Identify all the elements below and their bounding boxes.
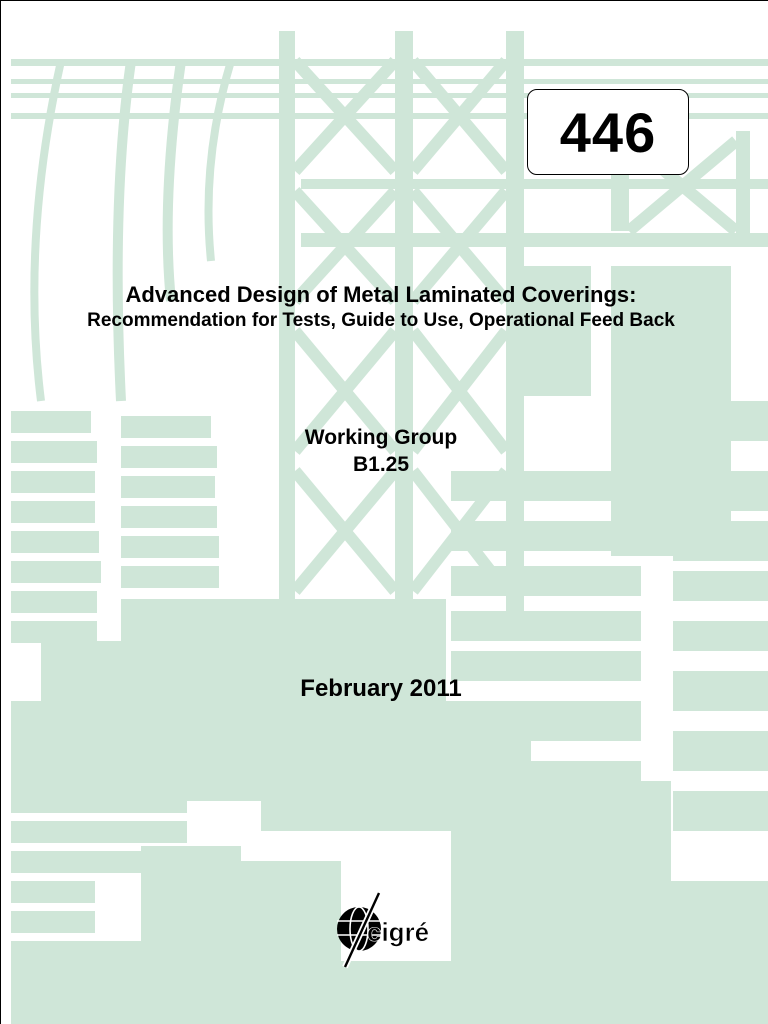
publication-number-box xyxy=(527,89,689,175)
working-group-id: B1.25 xyxy=(352,453,410,476)
document-subtitle: Recommendation for Tests, Guide to Use, Operational Feed Back xyxy=(87,310,675,331)
publication-number: 446 xyxy=(559,100,657,164)
title-block xyxy=(41,281,721,333)
working-group-block xyxy=(181,424,581,478)
cigre-logo xyxy=(331,889,447,971)
cigre-logo-text: cigré xyxy=(367,917,430,947)
document-title: Advanced Design of Metal Laminated Coverings: xyxy=(125,282,637,307)
working-group-label: Working Group xyxy=(304,426,458,449)
publication-date: February 2011 xyxy=(300,675,462,702)
